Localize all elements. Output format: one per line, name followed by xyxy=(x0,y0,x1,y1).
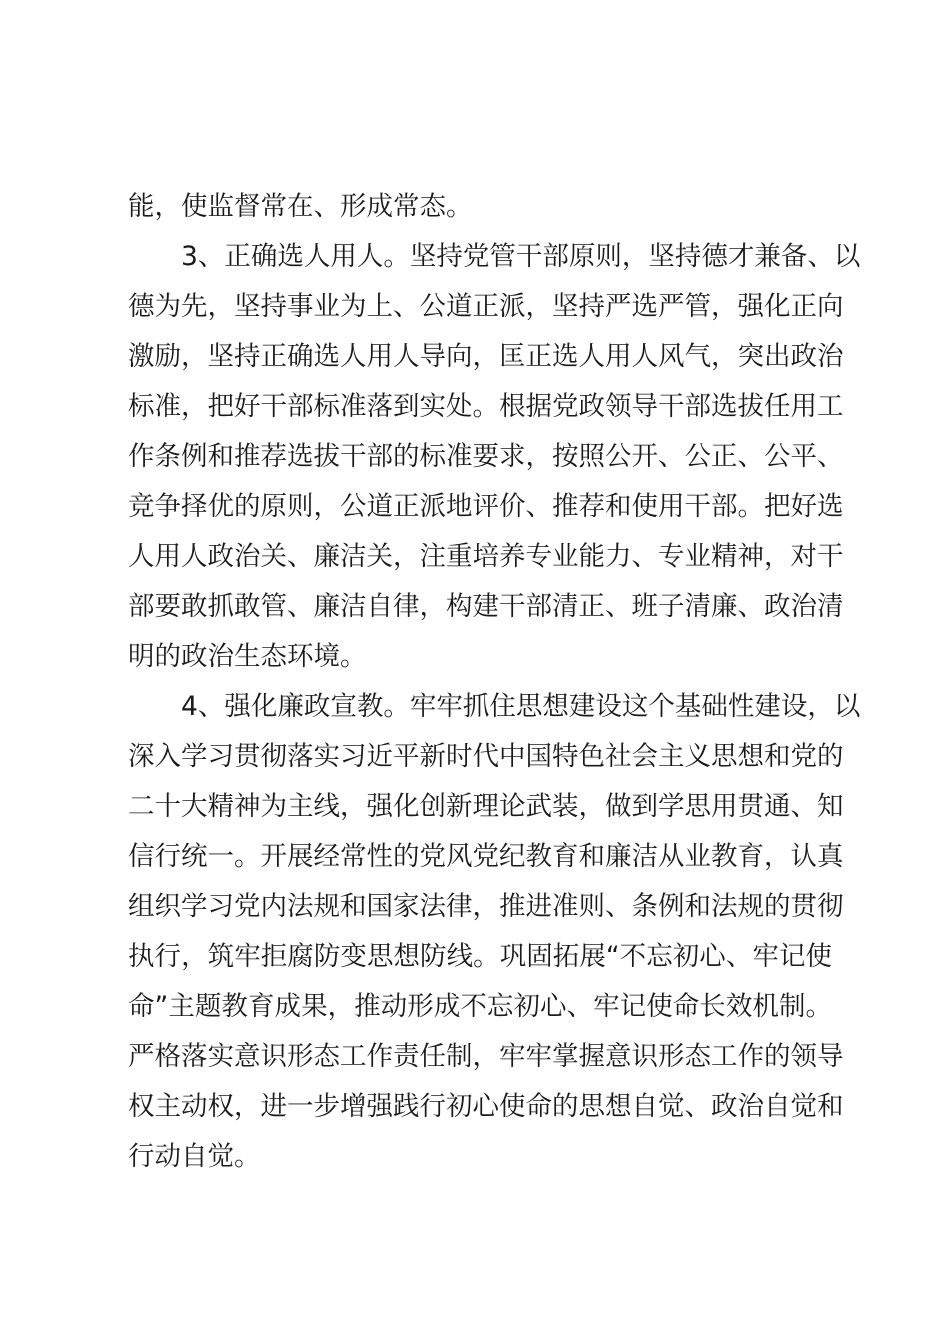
text-line: 严格落实意识形态工作责任制，牢牢掌握意识形态工作的领导 xyxy=(128,1041,844,1072)
text-line: 组织学习党内法规和国家法律，推进准则、条例和法规的贯彻 xyxy=(128,891,844,922)
text-line: 执行，筑牢拒腐防变思想防线。巩固拓展“不忘初心、牢记使 xyxy=(128,941,832,972)
text-line: 作条例和推荐选拔干部的标准要求，按照公开、公正、公平、 xyxy=(128,441,844,472)
paragraph-continuation xyxy=(128,182,832,232)
text-line: 权主动权，进一步增强践行初心使命的思想自觉、政治自觉和 xyxy=(128,1091,844,1122)
text-line: 能，使监督常在、形成常态。 xyxy=(128,191,473,222)
paragraph-4-integrity-education xyxy=(128,682,861,1182)
text-line: 竞争择优的原则，公道正派地评价、推荐和使用干部。把好选 xyxy=(128,491,844,522)
text-line: 3、正确选人用人。坚持党管干部原则，坚持德才兼备、以 xyxy=(181,241,861,272)
text-line: 标准，把好干部标准落到实处。根据党政领导干部选拔任用工 xyxy=(128,391,844,422)
document-body xyxy=(128,182,861,1182)
text-line: 德为先，坚持事业为上、公道正派，坚持严选严管，强化正向 xyxy=(128,291,844,322)
text-line: 二十大精神为主线，强化创新理论武装，做到学思用贯通、知 xyxy=(128,791,844,822)
text-line: 命”主题教育成果，推动形成不忘初心、牢记使命长效机制。 xyxy=(128,991,832,1022)
text-line: 人用人政治关、廉洁关，注重培养专业能力、专业精神，对干 xyxy=(128,541,844,572)
text-line: 深入学习贯彻落实习近平新时代中国特色社会主义思想和党的 xyxy=(128,741,844,772)
paragraph-3-selection-of-personnel xyxy=(128,232,861,682)
text-line: 4、强化廉政宣教。牢牢抓住思想建设这个基础性建设，以 xyxy=(181,691,861,722)
text-line: 行动自觉。 xyxy=(128,1141,261,1172)
text-line: 明的政治生态环境。 xyxy=(128,641,367,672)
text-line: 部要敢抓敢管、廉洁自律，构建干部清正、班子清廉、政治清 xyxy=(128,591,844,622)
text-line: 信行统一。开展经常性的党风党纪教育和廉洁从业教育，认真 xyxy=(128,841,844,872)
text-line: 激励，坚持正确选人用人导向，匡正选人用人风气，突出政治 xyxy=(128,341,844,372)
